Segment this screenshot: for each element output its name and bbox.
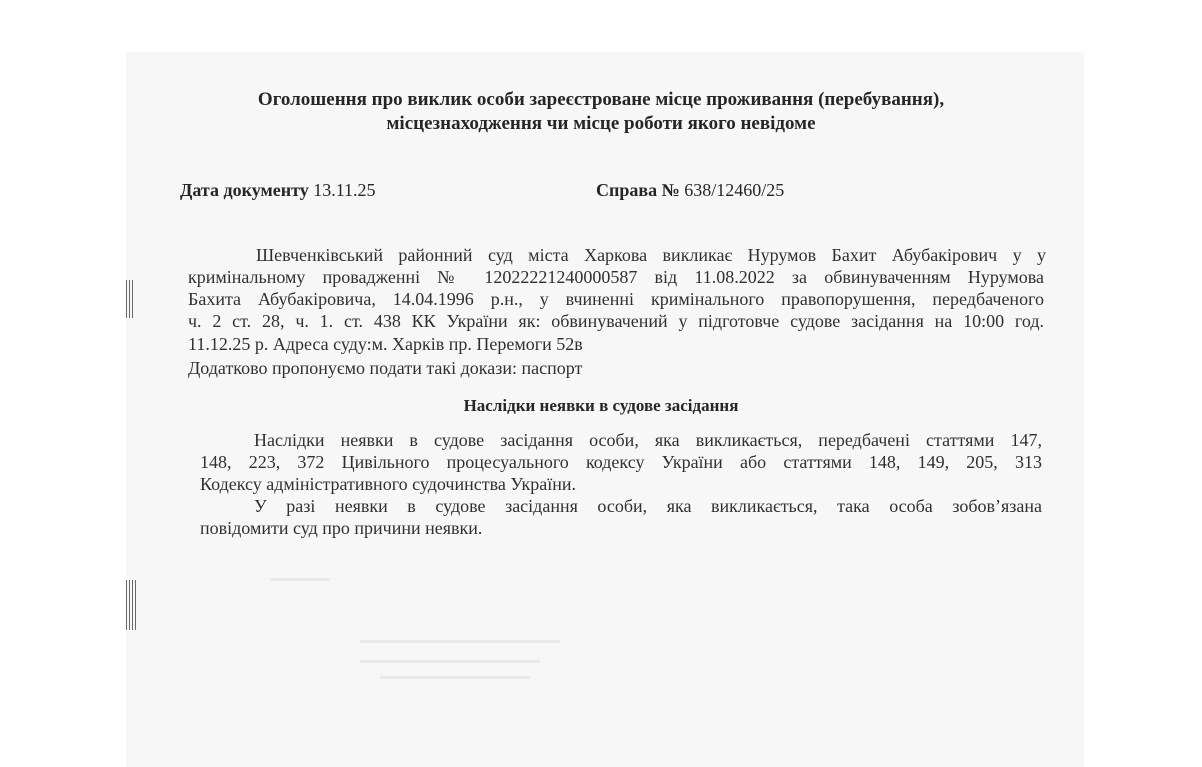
scan-artifact [126,280,134,318]
consequences-heading: Наслідки неявки в судове засідання [463,396,739,415]
consequences-line: Наслідки неявки в судове засідання особи, яка викликається, передбачені статтями 147, [254,430,1042,450]
date-label: Дата документу [180,180,309,200]
summons-line: Додатково пропонуємо подати такі докази: паспорт [188,358,583,378]
document-title-line-1: Оголошення про виклик особи зареєстроване місце проживання (перебування), [257,89,945,110]
scan-artifact [360,660,540,663]
case-number [596,180,784,201]
date-value: 13.11.25 [313,180,376,200]
consequences-line: 148, 223, 372 Цивільного процесуального кодексу України або статтями 148, 149, 205, 313 [200,452,1042,472]
scan-artifact [126,580,136,630]
summons-line: Шевченківський районний суд міста Харкова викликає Нурумов Бахит Абубакірович у у [256,245,1046,265]
scan-artifact [380,676,530,679]
consequences-line: Кодексу адміністративного судочинства України. [200,474,577,494]
document-title-line-2: місцезнаходження чи місце роботи якого невідоме [386,113,816,134]
scan-artifact [270,578,330,581]
consequences-line: повідомити суд про причини неявки. [200,518,483,538]
summons-line: 11.12.25 р. Адреса суду:м. Харків пр. Перемоги 52в [188,334,583,354]
case-label: Справа № [596,180,680,200]
summons-line: кримінальному провадженні № 12022221240000587 від 11.08.2022 за обвинуваченням Нурумова [188,267,1044,287]
summons-line: ч. 2 ст. 28, ч. 1. ст. 438 КК України як: обвинувачений у підготовче судове засідання на 10:00 год. [188,311,1044,331]
document-date [180,180,376,201]
scan-artifact [360,640,560,643]
case-value: 638/12460/25 [684,180,785,200]
consequences-line: У разі неявки в судове засідання особи, яка викликається, така особа зобов’язана [254,496,1042,516]
summons-line: Бахита Абубакіровича, 14.04.1996 р.н., у вчиненні кримінального правопорушення, передбаченого [188,289,1044,309]
